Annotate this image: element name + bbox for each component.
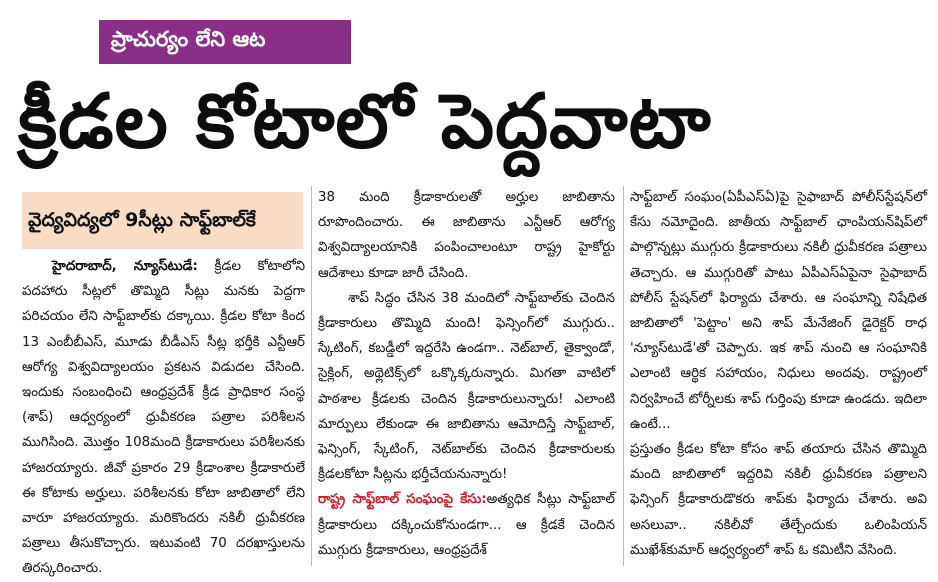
paragraph <box>318 286 615 488</box>
kicker-label: ప్రాచుర్యం లేని ఆట <box>99 20 351 64</box>
column-divider <box>623 186 624 566</box>
headline: క్రీడల కోటాలో పెద్దవాటా <box>18 77 712 165</box>
article-column-1 <box>22 254 305 577</box>
subheading: వైద్యవిద్యలో 9సీట్లు సాఫ్ట్‌బాల్‌కే <box>22 192 303 249</box>
column-divider <box>311 186 312 566</box>
paragraph: సాఫ్ట్‌బాల్ సంఘం(ఏపీఎస్ఏ)పై సైఫాబాద్ పోలీస్‌స్టేషన్‌లో కేసు నమోదైంది. జాతీయ సాఫ్ట్‌బాల్ ఛాంపియన్‌షిప్‌లో పాల్గొన్నట్లు ముగ్గురు క్రీడాకారులు నకిలీ ధ్రువీకరణ పత్రాలు తెచ్చారు. ఆ ముగ్గురితో పాటు ఏపీఎస్ఏపైనా సైఫాబాద్ పోలీస్ స్టేషన్‌లో ఫిర్యాదు చేశారు. ఆ సంఘాన్ని నిషేధిత జాబితాలో 'పెట్టాం' అని శాప్ మేనేజింగ్ డైరెక్టర్ రాధ 'న్యూస్‌టుడే'తో చెప్పారు. ఇక శాప్ నుంచి ఆ సంఘానికి ఎలాంటి ఆర్థిక సహాయం, నిధులు అందవు. రాష్ట్రంలో నిర్వహించే టోర్నీలకు శాప్ గుర్తింపు కూడా ఉండదు. ఇదిలా ఉంటే... <box>630 190 927 432</box>
dateline: హైదరాబాద్, న్యూస్‌టుడే: <box>52 259 198 274</box>
article-column-2 <box>318 185 615 569</box>
inline-subheading: రాష్ట్ర సాఫ్ట్‌బాల్ సంఘంపై కేసు: <box>318 492 487 508</box>
paragraph-text: అత్యధిక సీట్లు సాఫ్ట్‌బాల్ క్రీడాకారులు దక్కించుకోనుండగా... ఆ క్రీడకే చెందిన ముగ్గురు క్రీడాకారులు, ఆంధ్రప్రదేశ్ <box>318 492 615 558</box>
article-column-3 <box>630 185 927 569</box>
paragraph <box>22 254 305 582</box>
paragraph: 38 మంది క్రీడాకారులతో అర్హుల జాబితాను రూపొందించారు. ఈ జాబితాను ఎన్టీఆర్ ఆరోగ్య విశ్వవిద్యాలయానికి పంపించాలంటూ రాష్ట్ర హైకోర్టు ఆదేశాలు కూడా జారీ చేసింది. <box>318 190 615 281</box>
paragraph-text: క్రీడల కోటాలోని పదహారు సీట్లలో తొమ్మిది సీట్లు మనకు పెద్దగా పరిచయం లేని సాఫ్ట్‌బాల్‌కు దక్కాయి. క్రీడల కోటా కింద 13 ఎంబీబీఎస్, మూడు బీడీఎస్ సీట్ల భర్తీకి ఎన్టీఆర్ ఆరోగ్య విశ్వవిద్యాలయం ప్రకటన విడుదల చేసింది. ఇందుకు సంబంధించి ఆంధ్రప్రదేశ్ క్రీడ ప్రాధికార సంస్థ (శాప్) ఆధ్వర్యంలో ధ్రువీకరణ పత్రాల పరిశీలన ముగిసింది. మొత్తం 108మంది క్రీడాకారులు పరిశీలనకు హాజరయ్యారు. జీవో ప్రకారం 29 క్రీడాంశాల క్రీడాకారులే ఈ కోటాకు అర్హులు. పరిశీలనకు కోటా జాబితాలో లేని వారూ హాజరయ్యారు. మరికొందరు నకిలీ ధ్రువీకరణ పత్రాలు తీసుకొచ్చారు. ఇటువంటి 70 దరఖాస్తులను తిరస్కరించారు. <box>22 259 305 577</box>
paragraph <box>318 487 615 563</box>
paragraph-text: శాప్ సిద్ధం చేసిన 38 మందిలో సాఫ్ట్‌బాల్‌కు చెందిన క్రీడాకారులు తొమ్మిది మంది! ఫెన్సింగ్‌లో ముగ్గురు.. స్కేటింగ్, కబడ్డీలో ఇద్దరేసి ఉండగా.. నెట్‌బాల్, తైక్వాండో, సైక్లింగ్, అథ్లెటిక్స్‌లో ఒక్కొక్కరున్నారు. మిగతా వాటిలో పాఠశాల క్రీడలకు చెందిన క్రీడాకారులున్నారు! ఎలాంటి మార్పులు లేకుండా ఈ జాబితాను ఆమోదిస్తే సాఫ్ట్‌బాల్, ఫెన్సింగ్, స్కేటింగ్, నెట్‌బాల్‌కు చెందిన క్రీడాకారులకు క్రీడలకోటా సీట్లను భర్తీచేయనున్నారు! <box>318 290 615 483</box>
paragraph: ప్రస్తుతం క్రీడల కోటా కోసం శాప్ తయారు చేసిన తొమ్మిది మంది జాబితాలో ఇద్దరివి నకిలీ ధ్రువీకరణ పత్రాలని ఫెన్సింగ్ క్రీడాకారుడొకరు శాప్‌కు ఫిర్యాదు చేశారు. అవి అసలువా.. నకిలీవో తేల్చేందుకు ఒలింపియన్ ముఖేశ్‌కుమార్ ఆధ్వర్యంలో శాప్ ఓ కమిటీని వేసింది. <box>630 442 927 558</box>
